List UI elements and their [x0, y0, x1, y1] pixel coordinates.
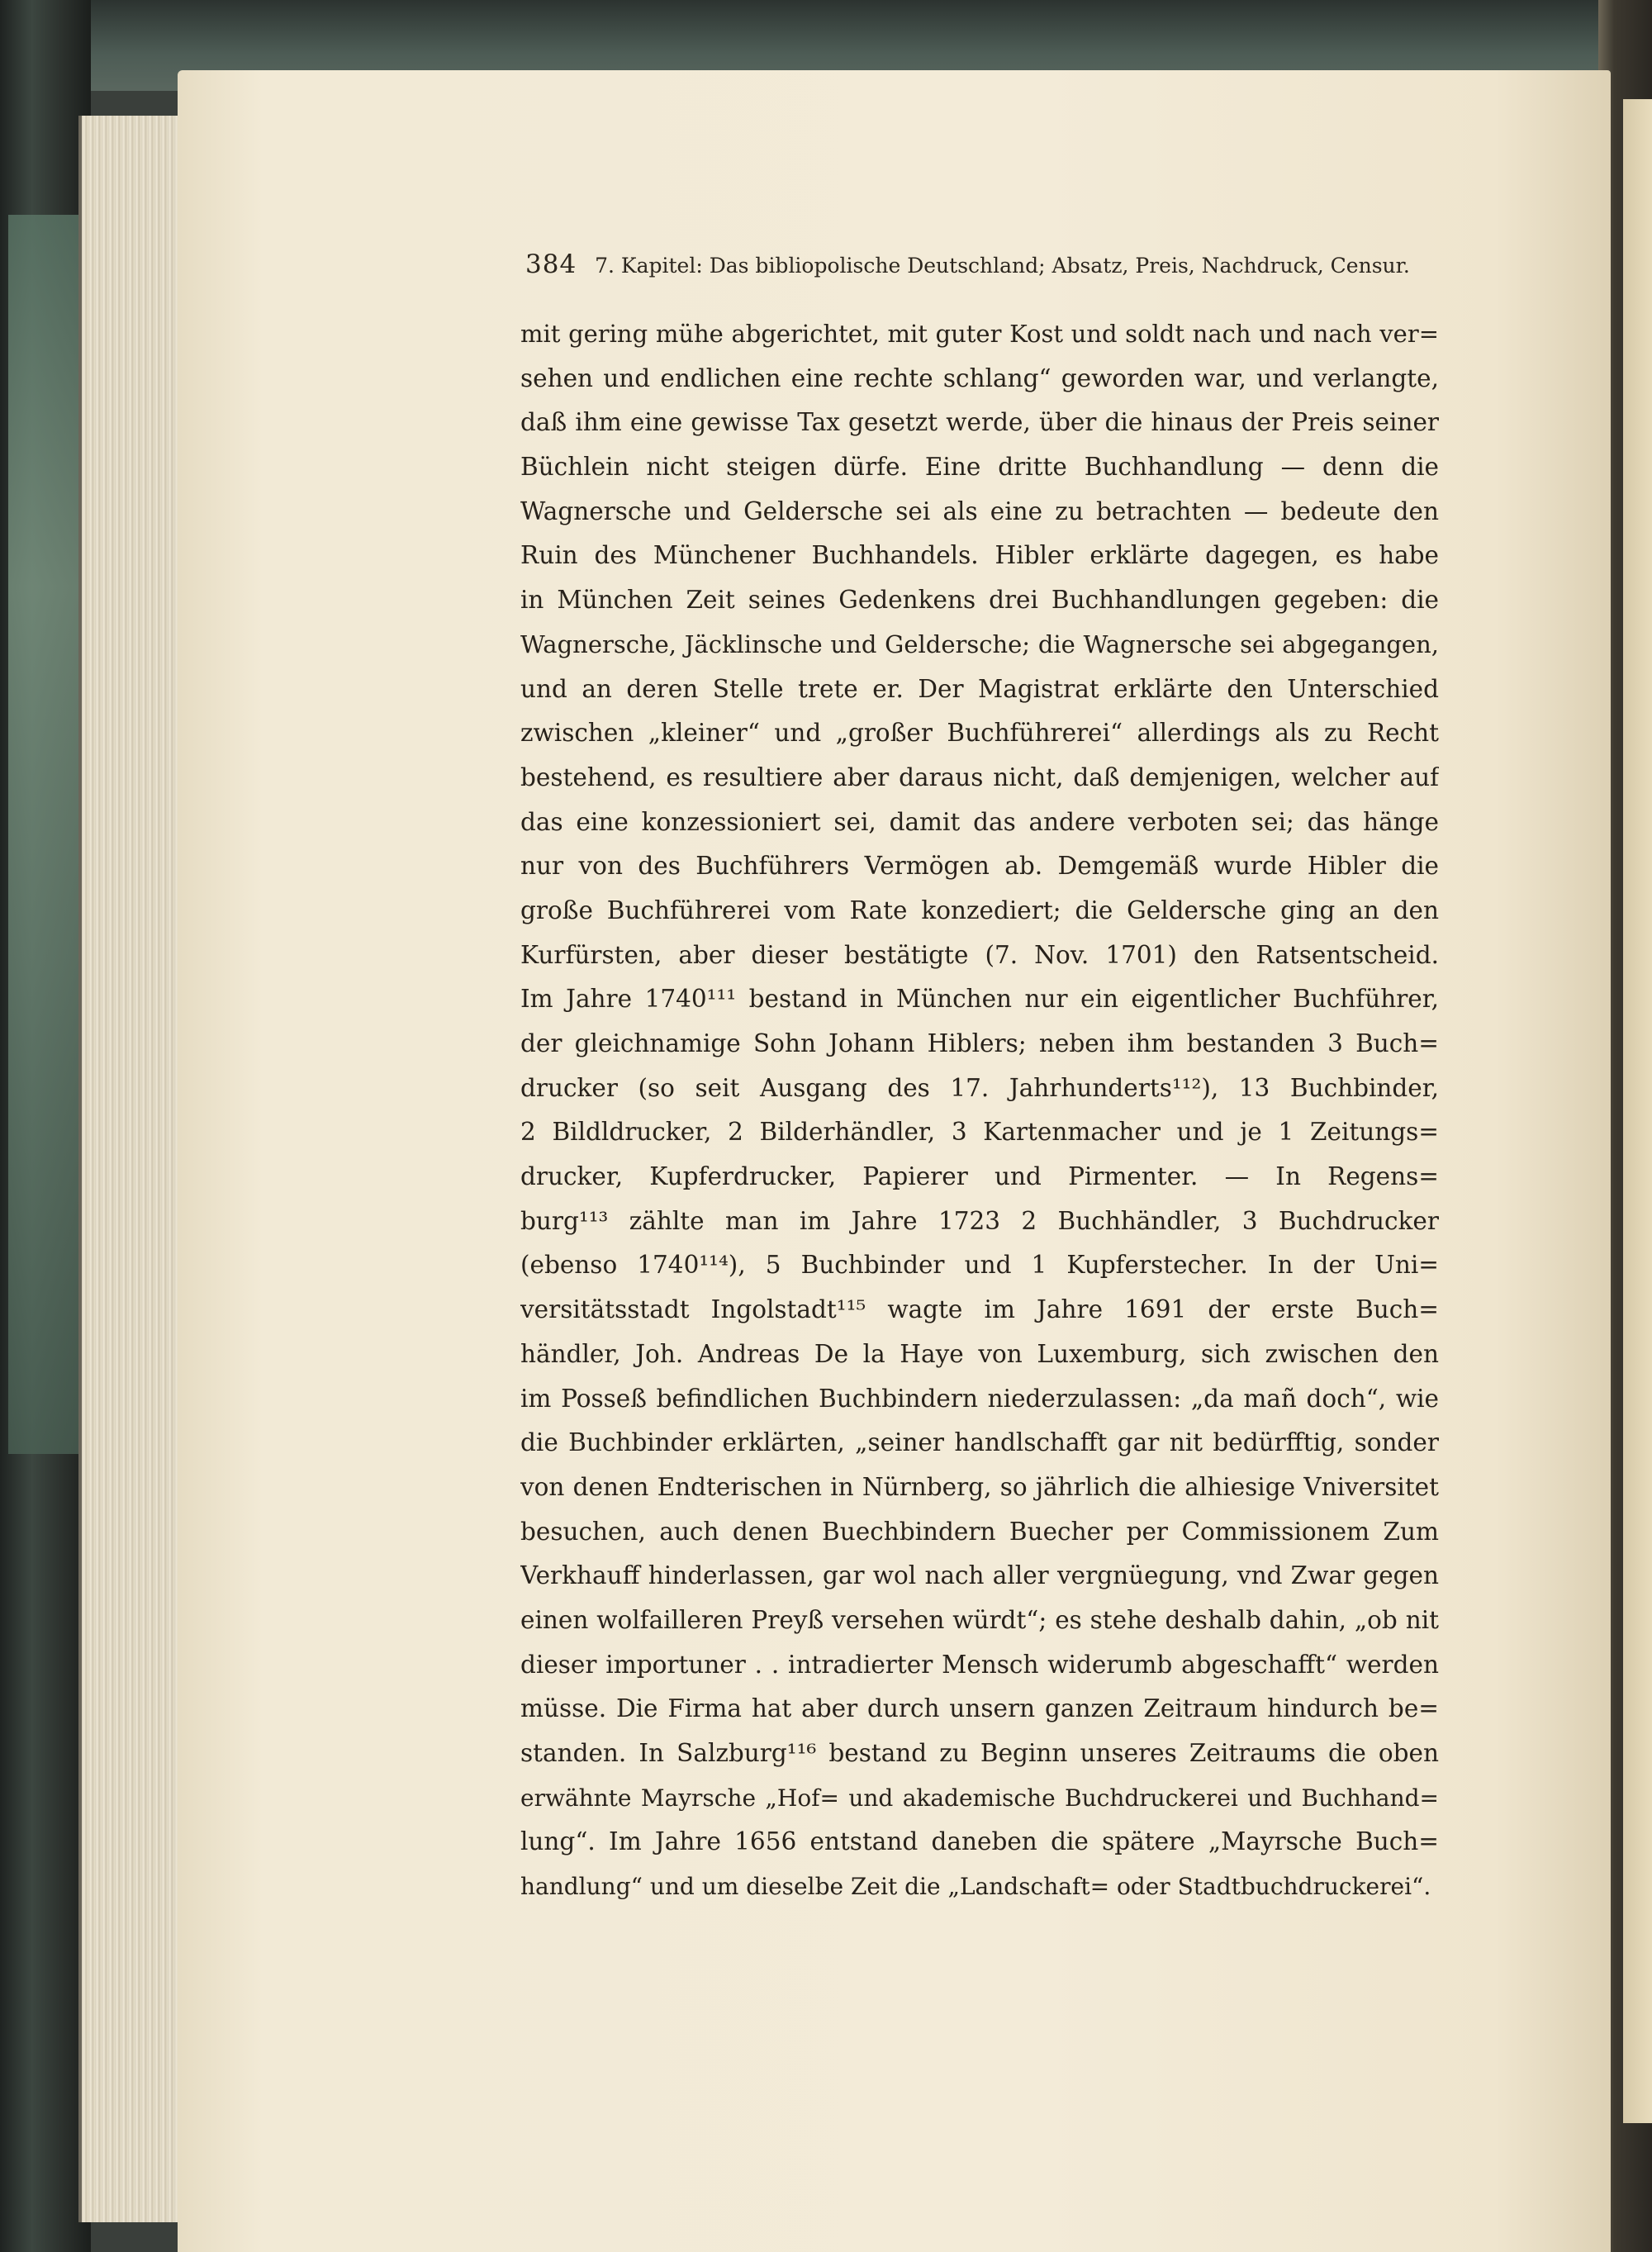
text-line: versitätsstadt Ingolstadt¹¹⁵ wagte im Jahre 1691 der erste Buch= [520, 1295, 1439, 1324]
running-head [525, 249, 1442, 279]
text-line: große Buchführerei vom Rate konzediert; die Geldersche ging an den [520, 896, 1439, 924]
text-line: handlung“ und um dieselbe Zeit die „Landschaft= oder Stadtbuchdruckerei“. [520, 1873, 1431, 1901]
text-line: bestehend, es resultiere aber daraus nicht, daß demjenigen, welcher auf [520, 763, 1439, 791]
text-line: Verkhauff hinderlassen, gar wol nach aller vergnüegung, vnd Zwar gegen [520, 1561, 1439, 1590]
text-line: besuchen, auch denen Buechbindern Buecher per Commissionem Zum [520, 1517, 1439, 1546]
text-line: Wagnersche und Geldersche sei als eine zu betrachten — bedeute den [520, 496, 1439, 525]
text-line: die Buchbinder erklärten, „seiner handlschafft gar nit bedürfftig, sonder [520, 1428, 1439, 1457]
text-line: der gleichnamige Sohn Johann Hiblers; neben ihm bestanden 3 Buch= [520, 1029, 1439, 1057]
text-line: burg¹¹³ zählte man im Jahre 1723 2 Buchhändler, 3 Buchdrucker [520, 1206, 1439, 1235]
page-edges [78, 116, 189, 2222]
text-line: drucker, Kupferdrucker, Papierer und Pirmenter. — In Regens= [520, 1162, 1439, 1191]
body-text [520, 312, 1439, 1909]
text-line: mit gering mühe abgerichtet, mit guter Kost und soldt nach und nach ver= [520, 320, 1439, 348]
text-line: Büchlein nicht steigen dürfe. Eine dritte Buchhandlung — denn die [520, 453, 1439, 482]
page-number: 384 [525, 249, 577, 279]
text-line: müsse. Die Firma hat aber durch unsern ganzen Zeitraum hindurch be= [520, 1694, 1439, 1723]
marbled-cover-panel [8, 215, 87, 1454]
text-line: händler, Joh. Andreas De la Haye von Luxemburg, sich zwischen den [520, 1339, 1439, 1368]
text-line: und an deren Stelle trete er. Der Magistrat erklärte den Unterschied [520, 674, 1439, 703]
text-line: nur von des Buchführers Vermögen ab. Demgemäß wurde Hibler die [520, 852, 1439, 881]
text-line: einen wolfailleren Preyß versehen würdt“; es stehe deshalb dahin, „ob nit [520, 1605, 1439, 1634]
text-line: standen. In Salzburg¹¹⁶ bestand zu Beginn unseres Zeitraums die oben [520, 1739, 1439, 1767]
text-line: im Posseß befindlichen Buchbindern niederzulassen: „da mañ doch“, wie [520, 1384, 1439, 1413]
text-line: Im Jahre 1740¹¹¹ bestand in München nur ein eigentlicher Buchführer, [520, 985, 1439, 1014]
next-page-edge [1623, 99, 1652, 2123]
text-line: sehen und endlichen eine rechte schlang“ geworden war, und verlangte, [520, 363, 1439, 392]
running-head-title: 7. Kapitel: Das bibliopolische Deutschland; Absatz, Preis, Nachdruck, Censur. [595, 254, 1410, 278]
text-line: von denen Endterischen in Nürnberg, so jährlich die alhiesige Vniversitet [520, 1472, 1439, 1501]
text-line: in München Zeit seines Gedenkens drei Buchhandlungen gegeben: die [520, 586, 1439, 615]
text-line: das eine konzessioniert sei, damit das andere verboten sei; das hänge [520, 807, 1439, 836]
text-line: zwischen „kleiner“ und „großer Buchführerei“ allerdings als zu Recht [520, 719, 1439, 748]
text-line: Wagnersche, Jäcklinsche und Geldersche; die Wagnersche sei abgegangen, [520, 630, 1439, 658]
text-line: Ruin des Münchener Buchhandels. Hibler erklärte dagegen, es habe [520, 541, 1439, 570]
text-line: Kurfürsten, aber dieser bestätigte (7. Nov. 1701) den Ratsentscheid. [520, 940, 1439, 969]
text-line: daß ihm eine gewisse Tax gesetzt werde, über die hinaus der Preis seiner [520, 408, 1439, 437]
text-line: lung“. Im Jahre 1656 entstand daneben die spätere „Mayrsche Buch= [520, 1827, 1439, 1856]
text-line: (ebenso 1740¹¹⁴), 5 Buchbinder und 1 Kupferstecher. In der Uni= [520, 1251, 1439, 1280]
text-line: dieser importuner . . intradierter Mensch widerumb abgeschafft“ werden [520, 1650, 1439, 1679]
text-line: drucker (so seit Ausgang des 17. Jahrhunderts¹¹²), 13 Buchbinder, [520, 1073, 1439, 1102]
text-line: 2 Bildldrucker, 2 Bilderhändler, 3 Kartenmacher und je 1 Zeitungs= [520, 1118, 1439, 1147]
text-line: erwähnte Mayrsche „Hof= und akademische Buchdruckerei und Buchhand= [520, 1784, 1439, 1812]
